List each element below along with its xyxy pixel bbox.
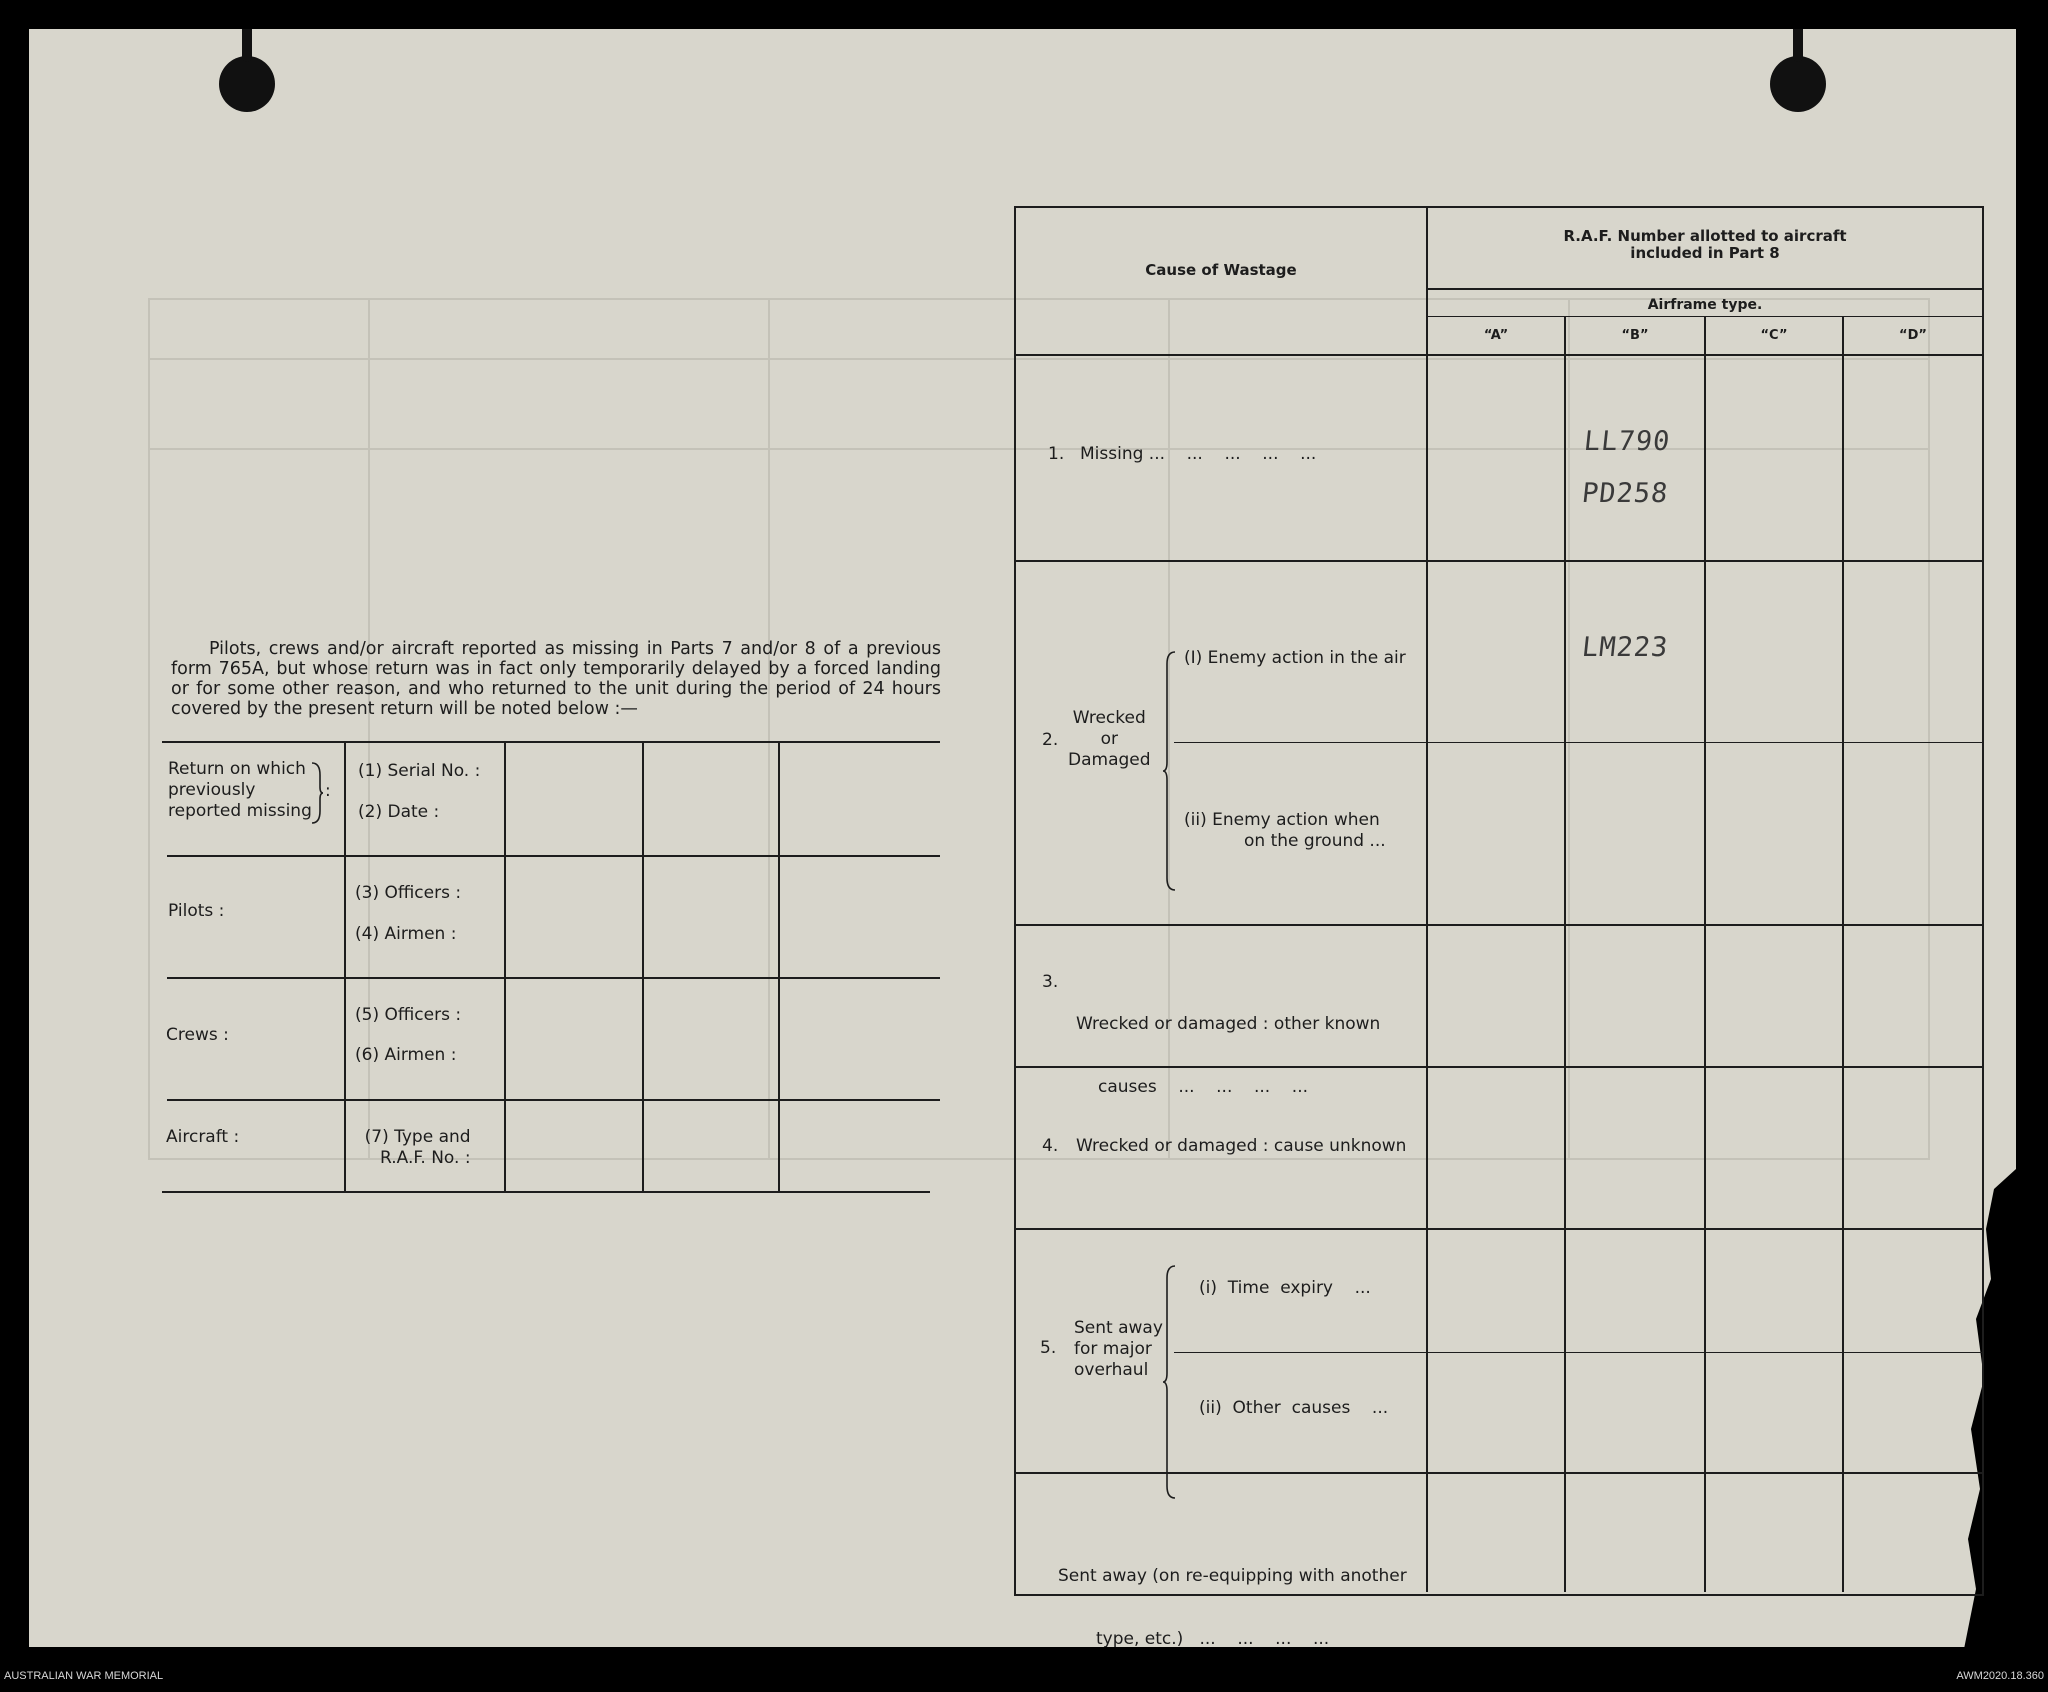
serial-no-label: (1) Serial No. : bbox=[358, 761, 481, 781]
date-label: (2) Date : bbox=[358, 802, 440, 822]
row4-label: Wrecked or damaged : cause unknown bbox=[1076, 1136, 1407, 1156]
type-raf-label: (7) Type and R.A.F. No. : bbox=[364, 1127, 471, 1168]
row1-missing-label: Missing ... ... ... ... ... bbox=[1080, 444, 1317, 464]
missing-return-table bbox=[162, 741, 940, 1193]
punch-hole-left bbox=[219, 56, 275, 112]
footer-accession-number: AWM2020.18.360 bbox=[1956, 1670, 2044, 1682]
raf-number-header: R.A.F. Number allotted to aircraft included in Part 8 bbox=[1563, 227, 1847, 262]
row3-number: 3. bbox=[1042, 972, 1059, 992]
document-page bbox=[29, 29, 2016, 1647]
airframe-type-header: Airframe type. bbox=[1647, 297, 1763, 313]
row4-number: 4. bbox=[1042, 1136, 1059, 1156]
crews-label: Crews : bbox=[166, 1025, 229, 1045]
aircraft-label: Aircraft : bbox=[166, 1127, 240, 1147]
cause-of-wastage-header: Cause of Wastage bbox=[1145, 261, 1297, 279]
wastage-table bbox=[1014, 206, 1984, 1647]
handwritten-ll790: LL790 bbox=[1582, 426, 1672, 457]
return-colon: : bbox=[325, 781, 331, 801]
row5-number: 5. bbox=[1040, 1338, 1057, 1358]
row3-label: Wrecked or damaged : other known causes ... ... ... ... bbox=[1076, 1014, 1381, 1097]
pilots-label: Pilots : bbox=[168, 901, 225, 921]
footer-credit: AUSTRALIAN WAR MEMORIAL bbox=[4, 1670, 164, 1682]
crews-officers-label: (5) Officers : bbox=[355, 1005, 462, 1025]
row5-other-causes-label: (ii) Other causes ... bbox=[1199, 1398, 1389, 1418]
col-b-header: “B” bbox=[1621, 328, 1649, 343]
col-c-header: “C” bbox=[1760, 328, 1788, 343]
pilots-officers-label: (3) Officers : bbox=[355, 883, 462, 903]
row2-group-label: Wrecked or Damaged bbox=[1068, 708, 1151, 770]
punch-hole-right bbox=[1770, 56, 1826, 112]
row2-enemy-air-label: (I) Enemy action in the air bbox=[1184, 648, 1406, 668]
row1-number: 1. bbox=[1048, 444, 1065, 464]
row5-group-label: Sent away for major overhaul bbox=[1074, 1318, 1163, 1380]
row2-enemy-ground-label: (ii) Enemy action when on the ground ... bbox=[1184, 810, 1386, 851]
brace-return bbox=[310, 761, 324, 825]
return-label: Return on which previously reported missing bbox=[168, 759, 312, 821]
intro-paragraph: Pilots, crews and/or aircraft reported as missing in Parts 7 and/or 8 of a previous form 765A, but whose return was in fact only temporarily delayed by a forced landing or for some other reason, and who returned to the unit during the period of 24 hours covered by the present return will be noted below :— bbox=[171, 639, 941, 719]
pilots-airmen-label: (4) Airmen : bbox=[355, 924, 457, 944]
row5-time-expiry-label: (i) Time expiry ... bbox=[1199, 1278, 1371, 1298]
brace-overhaul bbox=[1162, 1264, 1178, 1500]
handwritten-lm223: LM223 bbox=[1580, 632, 1670, 663]
col-a-header: “A” bbox=[1483, 328, 1509, 343]
handwritten-pd258: PD258 bbox=[1580, 478, 1670, 509]
crews-airmen-label: (6) Airmen : bbox=[355, 1045, 457, 1065]
brace-wrecked bbox=[1162, 650, 1178, 892]
row2-number: 2. bbox=[1042, 730, 1059, 750]
row6-reequip-label: Sent away (on re-equipping with another type, etc.) ... ... ... ... bbox=[1058, 1566, 1407, 1647]
col-d-header: “D” bbox=[1899, 328, 1927, 343]
